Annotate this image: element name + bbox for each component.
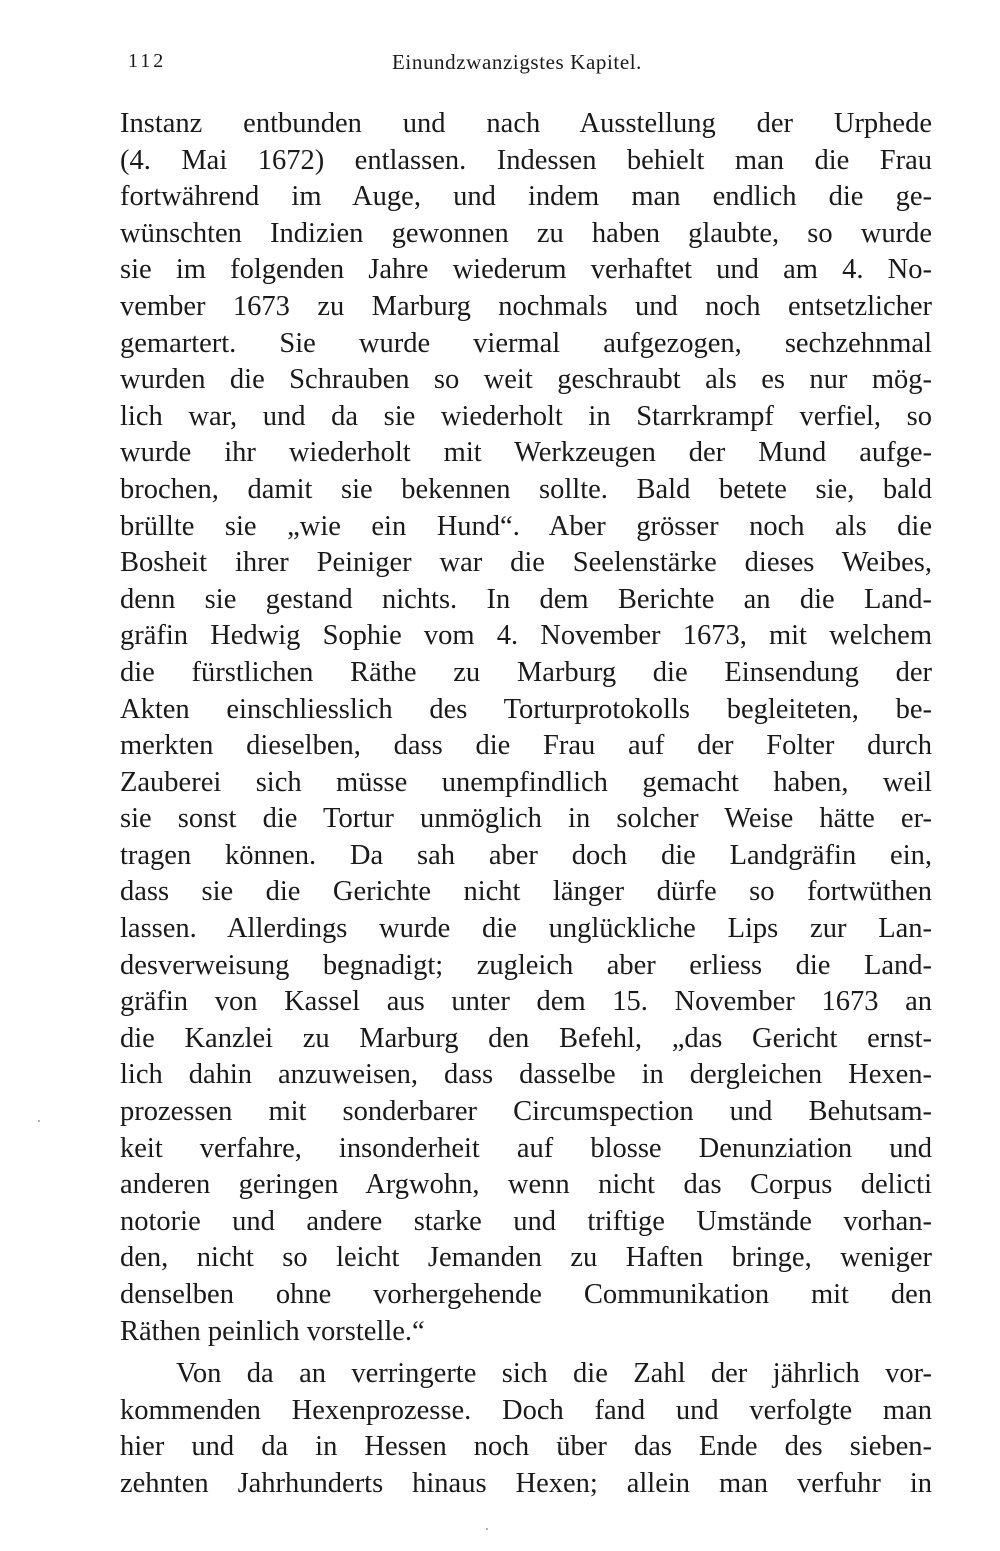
text-line: gräfin Hedwig Sophie vom 4. November 1673, mit welchem (120, 620, 932, 652)
text-line: dass sie die Gerichte nicht länger dürfe so fortwüthen (120, 876, 932, 908)
text-line: desverweisung begnadigt; zugleich aber erliess die Land- (120, 949, 932, 981)
text-line: den, nicht so leicht Jemanden zu Haften bringe, weniger (120, 1242, 932, 1274)
text-line: hier und da in Hessen noch über das Ende des sieben- (120, 1431, 932, 1463)
text-line: gemartert. Sie wurde viermal aufgezogen, sechzehnmal (120, 327, 932, 359)
text-line: denselben ohne vorhergehende Communikation mit den (120, 1279, 932, 1310)
page-header (122, 50, 682, 82)
text-line: lich war, und da sie wiederholt in Starrkrampf verfiel, so (120, 400, 932, 432)
body-text (120, 106, 932, 1503)
text-line: keit verfahre, insonderheit auf blosse Denunziation und (120, 1132, 932, 1164)
paper-speck (486, 1528, 488, 1530)
paper-speck (38, 1120, 40, 1122)
text-line: Von da an verringerte sich die Zahl der jährlich vor- (176, 1358, 932, 1390)
text-line: gräfin von Kassel aus unter dem 15. November 1673 an (120, 986, 932, 1018)
text-line: wünschten Indizien gewonnen zu haben glaubte, so wurde (120, 217, 932, 249)
page-number: 112 (128, 50, 167, 72)
text-line: wurden die Schrauben so weit geschraubt als es nur mög- (120, 364, 932, 396)
paragraph (120, 1356, 932, 1502)
text-line: Bosheit ihrer Peiniger war die Seelenstärke dieses Weibes, (120, 547, 932, 579)
paragraph (120, 106, 932, 1350)
text-line: merkten dieselben, dass die Frau auf der Folter durch (120, 730, 932, 762)
text-line: die Kanzlei zu Marburg den Befehl, „das Gericht ernst- (120, 1022, 932, 1054)
text-line: lassen. Allerdings wurde die unglückliche Lips zur Lan- (120, 913, 932, 945)
text-line: prozessen mit sonderbarer Circumspection und Behutsam- (120, 1096, 932, 1128)
text-line: sie sonst die Tortur unmöglich in solcher Weise hätte er- (120, 803, 932, 835)
text-line: brochen, damit sie bekennen sollte. Bald betete sie, bald (120, 473, 932, 505)
text-line: Räthen peinlich vorstelle.“ (120, 1315, 425, 1347)
text-line: notorie und andere starke und triftige Umstände vorhan- (120, 1205, 932, 1237)
text-line: Zauberei sich müsse unempfindlich gemacht haben, weil (120, 766, 932, 798)
text-line: wurde ihr wiederholt mit Werkzeugen der Mund aufge- (120, 437, 932, 469)
text-line: Instanz entbunden und nach Ausstellung der Urphede (120, 108, 932, 139)
text-line: sie im folgenden Jahre wiederum verhaftet und am 4. No- (120, 254, 932, 286)
text-line: lich dahin anzuweisen, dass dasselbe in dergleichen Hexen- (120, 1059, 932, 1091)
text-line: denn sie gestand nichts. In dem Berichte an die Land- (120, 583, 932, 615)
text-line: brüllte sie „wie ein Hund“. Aber grösser noch als die (120, 510, 932, 542)
text-line: fortwährend im Auge, und indem man endlich die ge- (120, 181, 932, 213)
text-line: anderen geringen Argwohn, wenn nicht das Corpus delicti (120, 1169, 932, 1201)
running-head: Einundzwanzigstes Kapitel. (392, 50, 643, 74)
text-line: kommenden Hexenprozesse. Doch fand und verfolgte man (120, 1394, 932, 1426)
text-line: tragen können. Da sah aber doch die Landgräfin ein, (120, 839, 932, 871)
text-line: zehnten Jahrhunderts hinaus Hexen; allein man verfuhr in (120, 1467, 932, 1499)
text-line: vember 1673 zu Marburg nochmals und noch entsetzlicher (120, 290, 932, 322)
text-line: Akten einschliesslich des Torturprotokolls begleiteten, be- (120, 693, 932, 725)
text-line: die fürstlichen Räthe zu Marburg die Einsendung der (120, 656, 932, 688)
text-line: (4. Mai 1672) entlassen. Indessen behielt man die Frau (120, 144, 932, 176)
